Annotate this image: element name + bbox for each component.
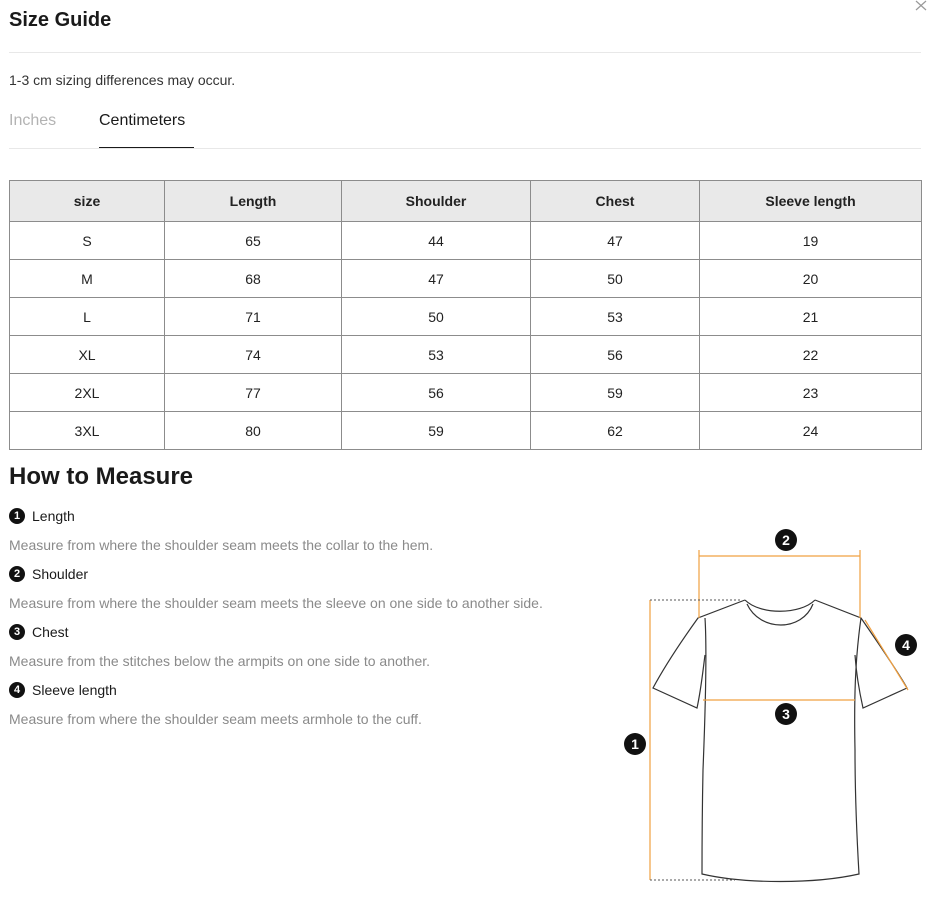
cell-sleeve-length: 19 (700, 222, 922, 260)
cell-length: 80 (165, 412, 342, 450)
svg-text:2: 2 (782, 532, 790, 548)
tshirt-measurement-diagram (615, 520, 925, 890)
svg-text:3: 3 (782, 706, 790, 722)
svg-text:1: 1 (631, 736, 639, 752)
cell-length: 65 (165, 222, 342, 260)
header-shoulder: Shoulder (342, 181, 531, 222)
header-chest: Chest (531, 181, 700, 222)
tshirt-outline-icon (653, 600, 907, 882)
cell-chest: 56 (531, 336, 700, 374)
cell-length: 68 (165, 260, 342, 298)
svg-text:4: 4 (902, 637, 910, 653)
measure-item-chest (9, 624, 69, 640)
measure-item-length (9, 508, 75, 524)
cell-length: 71 (165, 298, 342, 336)
table-row (10, 336, 922, 374)
measure-item-shoulder (9, 566, 88, 582)
measure-desc-sleeve-length: Measure from where the shoulder seam meets armhole to the cuff. (9, 711, 422, 727)
cell-chest: 47 (531, 222, 700, 260)
how-to-measure-title: How to Measure (9, 463, 194, 490)
close-icon[interactable] (912, 0, 928, 12)
header-divider (9, 52, 921, 53)
cell-chest: 50 (531, 260, 700, 298)
marker-4-icon (895, 634, 917, 656)
cell-length: 77 (165, 374, 342, 412)
cell-sleeve-length: 22 (700, 336, 922, 374)
marker-1-icon (624, 733, 646, 755)
header-size: size (10, 181, 165, 222)
table-header-row (10, 181, 922, 222)
measure-label: Shoulder (32, 566, 89, 582)
tabs-divider (9, 148, 921, 149)
cell-sleeve-length: 21 (700, 298, 922, 336)
table-row (10, 260, 922, 298)
size-table (9, 180, 922, 450)
cell-shoulder: 50 (342, 298, 531, 336)
measure-desc-shoulder: Measure from where the shoulder seam meets the sleeve on one side to another side. (9, 595, 543, 611)
cell-size: L (10, 298, 165, 336)
cell-sleeve-length: 24 (700, 412, 922, 450)
measure-label: Chest (32, 624, 69, 640)
table-row (10, 412, 922, 450)
tab-inches[interactable]: Inches (9, 112, 57, 129)
cell-chest: 53 (531, 298, 700, 336)
cell-chest: 62 (531, 412, 700, 450)
cell-size: XL (10, 336, 165, 374)
cell-sleeve-length: 23 (700, 374, 922, 412)
measure-label: Sleeve length (32, 682, 117, 698)
cell-size: 2XL (10, 374, 165, 412)
measure-item-sleeve-length (9, 682, 117, 698)
header-length: Length (165, 181, 342, 222)
sizing-note: 1-3 cm sizing differences may occur. (9, 72, 236, 88)
header-sleeve-length: Sleeve length (700, 181, 922, 222)
cell-sleeve-length: 20 (700, 260, 922, 298)
measure-label: Length (32, 508, 75, 524)
table-row (10, 298, 922, 336)
cell-shoulder: 53 (342, 336, 531, 374)
measure-desc-chest: Measure from the stitches below the armpits on one side to another. (9, 653, 431, 669)
table-row (10, 222, 922, 260)
table-row (10, 374, 922, 412)
cell-shoulder: 59 (342, 412, 531, 450)
cell-size: 3XL (10, 412, 165, 450)
number-2-icon: 2 (9, 566, 25, 582)
number-4-icon: 4 (9, 682, 25, 698)
cell-size: M (10, 260, 165, 298)
tab-centimeters[interactable]: Centimeters (99, 112, 186, 129)
cell-shoulder: 56 (342, 374, 531, 412)
cell-size: S (10, 222, 165, 260)
cell-chest: 59 (531, 374, 700, 412)
measure-desc-length: Measure from where the shoulder seam meets the collar to the hem. (9, 537, 434, 553)
marker-3-icon (775, 703, 797, 725)
cell-shoulder: 44 (342, 222, 531, 260)
cell-shoulder: 47 (342, 260, 531, 298)
cell-length: 74 (165, 336, 342, 374)
number-3-icon: 3 (9, 624, 25, 640)
number-1-icon: 1 (9, 508, 25, 524)
marker-2-icon (775, 529, 797, 551)
page-title: Size Guide (9, 9, 112, 31)
